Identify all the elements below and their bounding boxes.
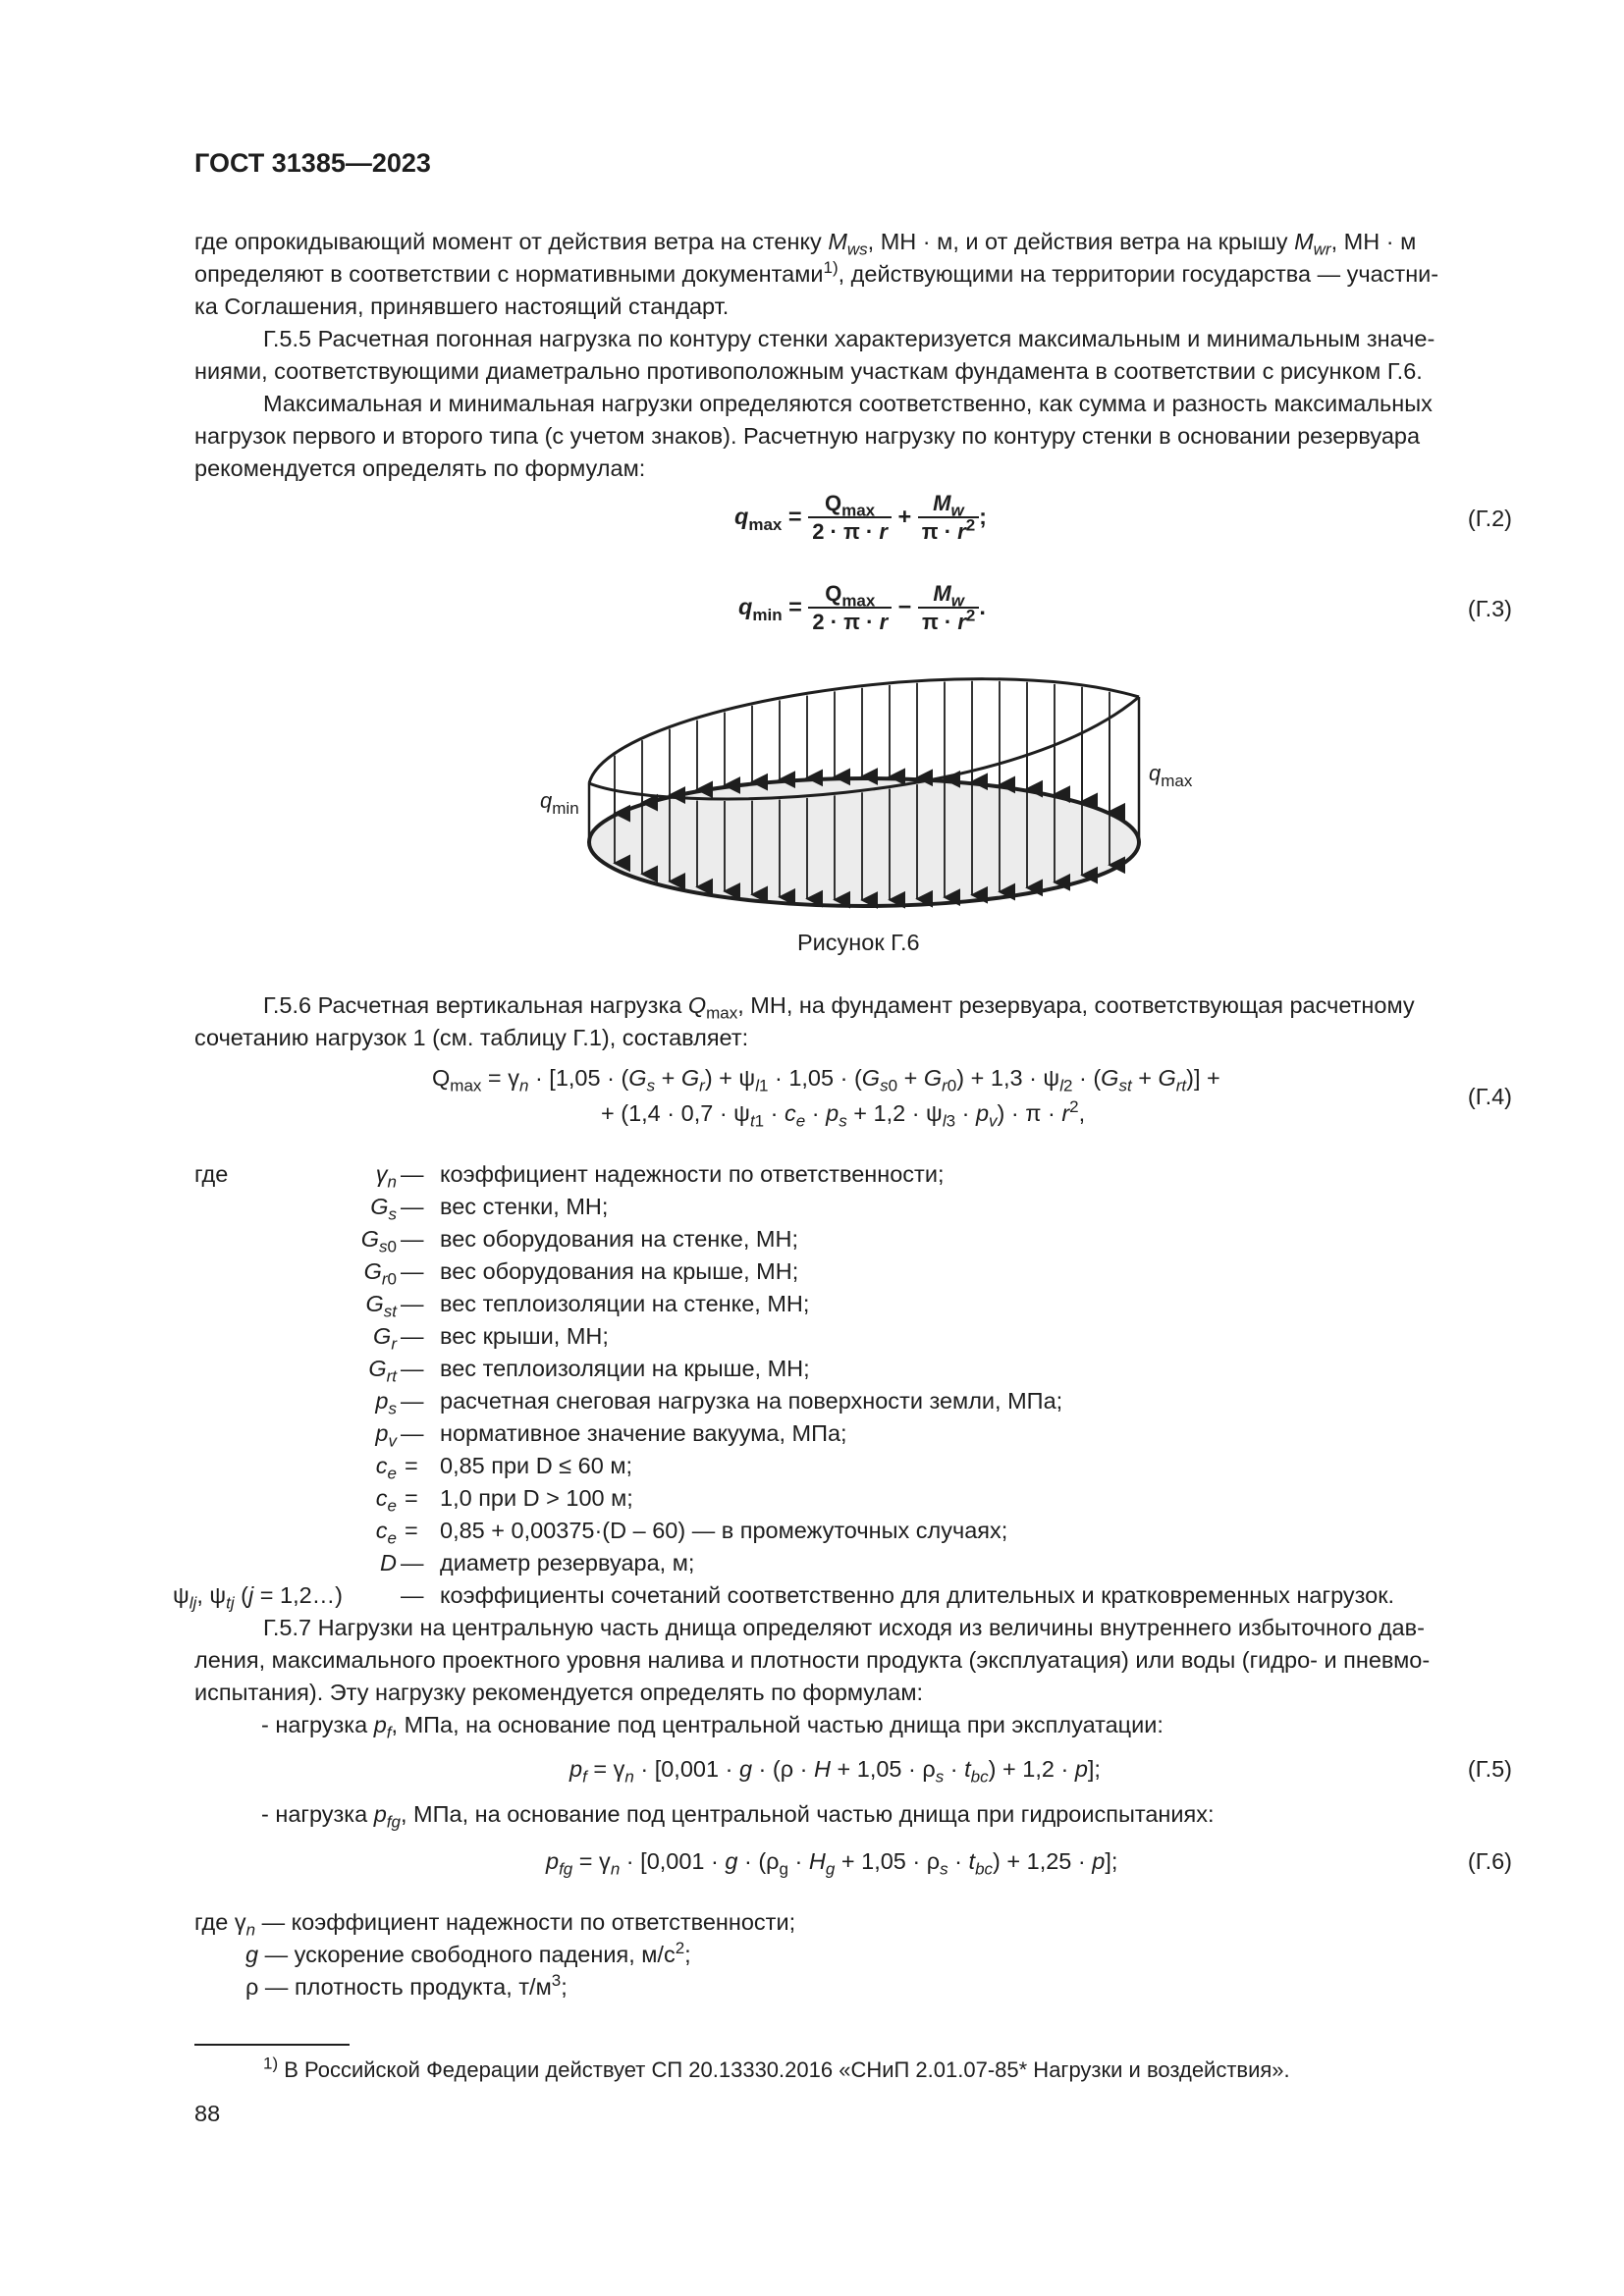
qmax-label: $q_{max}$ [1149,761,1193,790]
pmax-line-2: нагрузок первого и второго типа (с учетом знаков). Расчетную нагрузку по контуру стенки в основании резервуара [194,423,1421,449]
formula-g2: $q_{max}$ = $\frac{Q_{max}}{2 \cdot \pi \cdot r}$ + $\frac{M_w}{\pi \cdot r^2}$ ; [734,491,987,544]
def-gs: $G_s$ — вес стенки, МН; [370,1194,609,1224]
eq-label-g5: (Г.5) [1467,1756,1512,1782]
def-gr: $G_r$ — вес крыши, МН; [373,1323,609,1354]
p557-line-3: испытания). Эту нагрузку рекомендуется определять по формулам: [194,1680,924,1705]
def-gamma-n: $\gamma_n$ — коэффициент надежности по ответственности; [375,1161,945,1192]
document-header: ГОСТ 31385—2023 [194,148,431,178]
formula-g4-line-1: $Q_{max} = \gamma_n \cdot [1,05 \cdot (G_s + G_r) + \psi_{l1} \cdot 1,05 \cdot (G_{s0} + G_{r0}) + 1,3 \cdot \psi_{l2} \cdot (G_{st} + G_{rt})]$ + [432,1065,1220,1095]
p557-bullet-1: - нагрузка $p_f$, МПа, на основание под центральной частью днища при эксплуатации: [261,1712,1164,1742]
footnote: $^{1)}$ В Российской Федерации действует СП 20.13330.2016 «СНиП 2.01.07-85* Нагрузки и воздействия». [263,2054,1290,2082]
where2-g: g — ускорение свободного падения, $м/с^2$; [245,1939,691,1967]
load-envelope-top [589,679,1139,783]
formula-g4-line-2: + $(1,4 \cdot 0,7 \cdot \psi_{t1} \cdot c_e \cdot p_s + 1,2 \cdot \psi_{l3} \cdot p_v) \cdot \pi \cdot r^2$, [601,1097,1086,1131]
figure-g6-diagram [520,667,1208,923]
p557-bullet-2: - нагрузка $p_{fg}$, МПа, на основание под центральной частью днища при гидроиспытаниях: [261,1801,1215,1832]
p556-line-1: Г.5.6 Расчетная вертикальная нагрузка $Q_{max}$, МН, на фундамент резервуара, соответствующая расчетному [263,992,1415,1023]
pmax-line-1: Максимальная и минимальная нагрузки определяются соответственно, как сумма и разность максимальных [263,391,1433,416]
formula-g5: $p_f = \gamma_n \cdot [0,001 \cdot g \cdot (\rho \cdot H + 1,05 \cdot \rho_s \cdot t_{bc}) + 1,2 \cdot p]$; [569,1756,1101,1787]
p557-line-2: ления, максимального проектного уровня налива и плотности продукта (эксплуатация) или воды (гидро- и пневмо- [194,1647,1431,1673]
def-gs0: $G_{s0}$ — вес оборудования на стенке, МН; [360,1226,798,1256]
def-gst: $G_{st}$ — вес теплоизоляции на стенке, МН; [365,1291,810,1321]
figure-caption: Рисунок Г.6 [797,930,920,955]
intro-line-3: ка Соглашения, принявшего настоящий стандарт. [194,294,730,319]
def-gr0: $G_{r0}$ — вес оборудования на крыше, МН; [363,1258,799,1289]
p555-line-1: Г.5.5 Расчетная погонная нагрузка по контуру стенки характеризуется максимальным и минимальным значе- [263,326,1435,351]
def-d: D — диаметр резервуара, м; [380,1550,695,1575]
def-ce-1: $c_e$ = 0,85 при D ≤ 60 м; [375,1453,632,1483]
where-word: где [194,1161,229,1187]
eq-label-g4: (Г.4) [1467,1084,1512,1109]
eq-label-g6: (Г.6) [1467,1848,1512,1874]
def-grt: $G_{rt}$ — вес теплоизоляции на крыше, МН; [368,1356,810,1386]
def-ps: $p_s$ — расчетная снеговая нагрузка на поверхности земли, МПа; [375,1388,1063,1418]
def-pv: $p_v$ — нормативное значение вакуума, МПа; [375,1420,847,1451]
def-ce-2: $c_e$ = 1,0 при D > 100 м; [375,1485,633,1516]
eq-label-g3: (Г.3) [1467,596,1512,621]
qmin-label: $q_{min}$ [540,788,579,818]
eq-label-g2: (Г.2) [1467,506,1512,531]
formula-g6: $p_{fg} = \gamma_n \cdot [0,001 \cdot g \cdot (\rho_g \cdot H_g + 1,05 \cdot \rho_s \cdot t_{bc}) + 1,25 \cdot p]$; [546,1848,1118,1879]
def-ce-3: $c_e$ = 0,85 + 0,00375·(D – 60) — в промежуточных случаях; [375,1518,1008,1548]
footnote-rule [194,2044,350,2046]
pmax-line-3: рекомендуется определять по формулам: [194,455,646,481]
p557-line-1: Г.5.7 Нагрузки на центральную часть днища определяют исходя из величины внутреннего избыточного дав- [263,1615,1425,1640]
p555-line-2: ниями, соответствующими диаметрально противоположным участкам фундамента в соответствии с рисунком Г.6. [194,358,1423,384]
intro-line-2: определяют в соответствии с нормативными документами$^{1)}$, действующими на территории государства — участни- [194,258,1439,287]
where2-gamma: где $\gamma_n$ — коэффициент надежности по ответственности; [194,1909,796,1940]
intro-line-1: где опрокидывающий момент от действия ветра на стенку $M_{ws}$, МН · м, и от действия ветра на крышу $M_{wr}$, МН · м [194,229,1417,259]
p556-line-2: сочетанию нагрузок 1 (см. таблицу Г.1), составляет: [194,1025,749,1050]
where2-rho: ρ — плотность продукта, $т/м^3$; [245,1971,568,2000]
page-number: 88 [194,2101,221,2126]
def-psi: $\psi_{lj}$, $\psi_{tj}$ (j = 1,2…) — коэффициенты сочетаний соответственно для длительных и кратковременных нагрузок. [173,1582,1395,1613]
formula-g3: $q_{min}$ = $\frac{Q_{max}}{2 \cdot \pi \cdot r}$ − $\frac{M_w}{\pi \cdot r^2}$ . [738,581,986,634]
